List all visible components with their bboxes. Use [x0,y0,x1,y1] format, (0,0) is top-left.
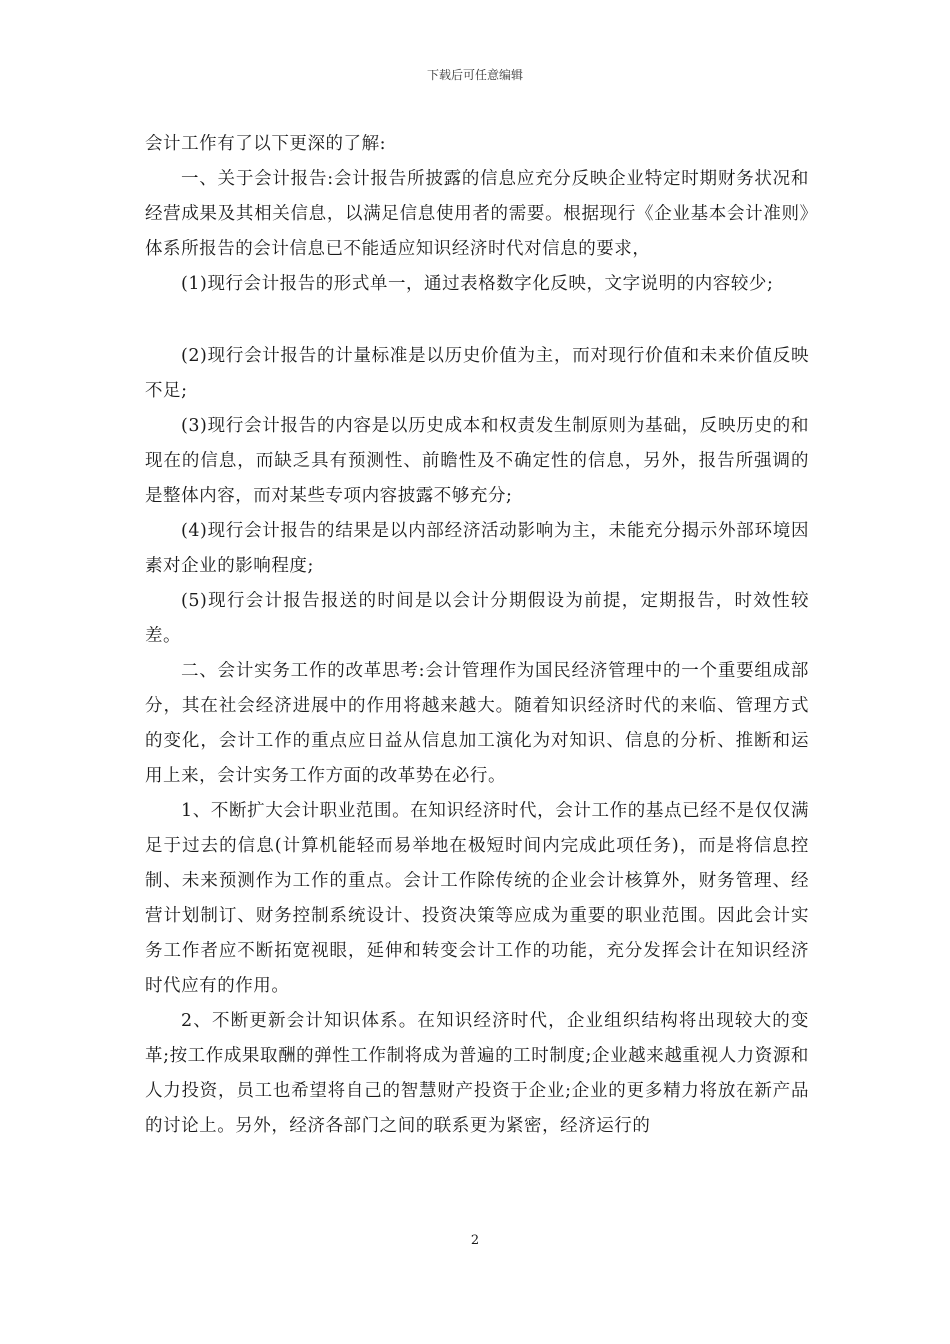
point-1-paragraph: 1、不断扩大会计职业范围。在知识经济时代，会计工作的基点已经不是仅仅满足于过去的信息(计算机能轻而易举地在极短时间内完成此项任务)，而是将信息控制、未来预测作为工作的重点。会计工作除传统的企业会计核算外，财务管理、经营计划制订、财务控制系统设计、投资决策等应成为重要的职业范围。因此会计实务工作者应不断拓宽视眼，延伸和转变会计工作的功能，充分发挥会计在知识经济时代应有的作用。 [145,801,809,996]
list-item-2: (2)现行会计报告的计量标准是以历史价值为主，而对现行价值和未来价值反映不足; [145,346,809,401]
list-item-4: (4)现行会计报告的结果是以内部经济活动影响为主，未能充分揭示外部环境因素对企业的影响程度; [145,521,809,576]
list-item-1: (1)现行会计报告的形式单一，通过表格数字化反映，文字说明的内容较少; [181,274,774,294]
page-number: 2 [470,1233,480,1248]
document-body [145,127,809,1144]
list-item-3: (3)现行会计报告的内容是以历史成本和权责发生制原则为基础，反映历史的和现在的信息，而缺乏具有预测性、前瞻性及不确定性的信息，另外，报告所强调的是整体内容，而对某些专项内容披露不够充分; [145,416,809,506]
section-two-paragraph: 二、会计实务工作的改革思考:会计管理作为国民经济管理中的一个重要组成部分，其在社会经济进展中的作用将越来越大。随着知识经济时代的来临、管理方式的变化，会计工作的重点应日益从信息加工演化为对知识、信息的分析、推断和运用上来，会计实务工作方面的改革势在必行。 [145,661,809,786]
list-item-5: (5)现行会计报告报送的时间是以会计分期假设为前提，定期报告，时效性较差。 [145,591,809,646]
page-header-note: 下载后可任意编辑 [426,68,523,82]
section-one-paragraph: 一、关于会计报告:会计报告所披露的信息应充分反映企业特定时期财务状况和经营成果及其相关信息，以满足信息使用者的需要。根据现行《企业基本会计准则》体系所报告的会计信息已不能适应知识经济时代对信息的要求， [145,169,809,259]
intro-paragraph: 会计工作有了以下更深的了解: [145,134,387,154]
point-2-paragraph: 2、不断更新会计知识体系。在知识经济时代，企业组织结构将出现较大的变革;按工作成果取酬的弹性工作制将成为普遍的工时制度;企业越来越重视人力资源和人力投资，员工也希望将自己的智慧财产投资于企业;企业的更多精力将放在新产品的讨论上。另外，经济各部门之间的联系更为紧密，经济运行的 [145,1011,809,1136]
